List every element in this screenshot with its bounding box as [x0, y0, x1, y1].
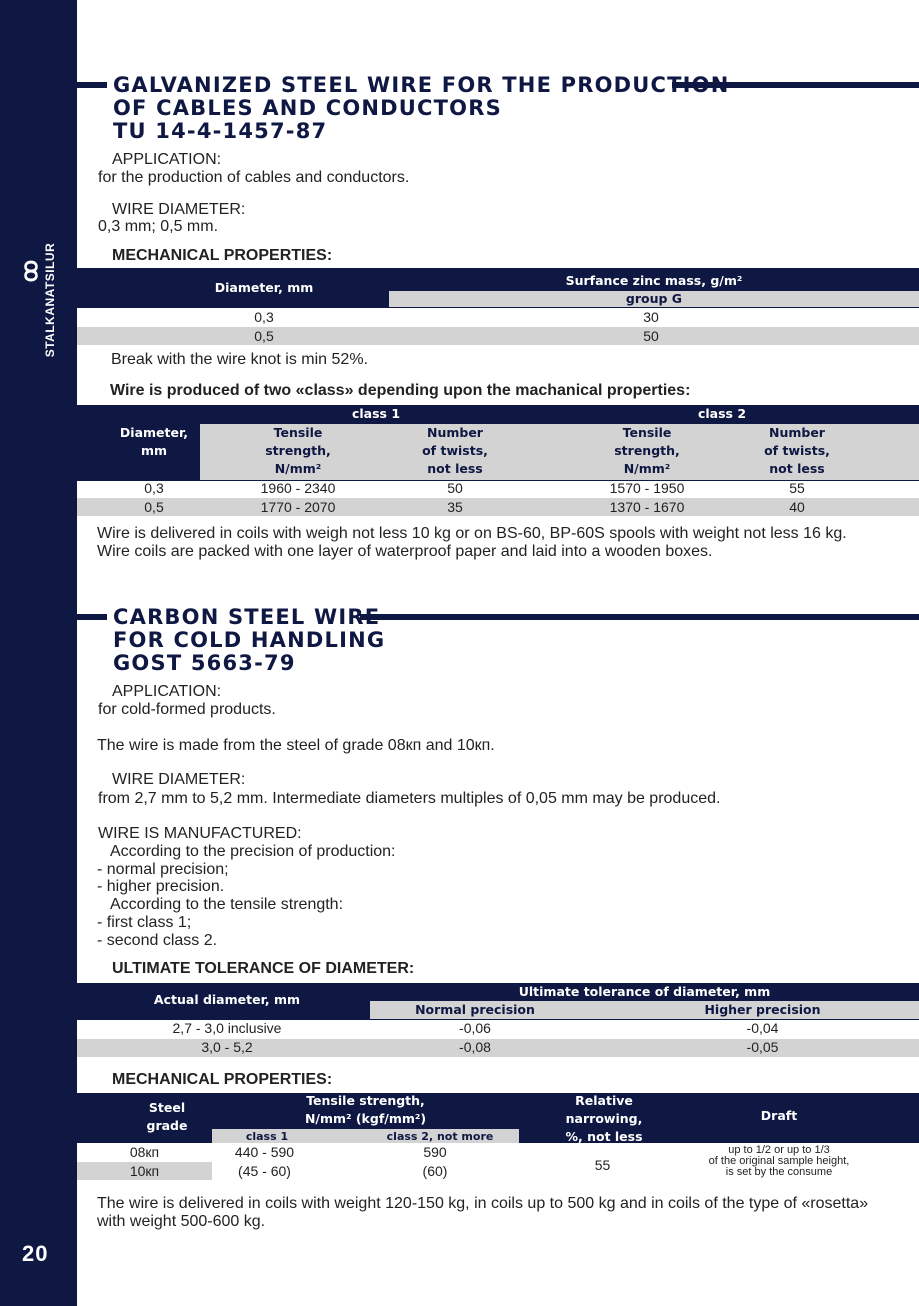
heading-bar-left [77, 82, 107, 88]
header-line: not less [427, 461, 483, 476]
section2-title [113, 606, 385, 675]
section1-title-line: TU 14-4-1457-87 [113, 119, 328, 143]
table-cell: 0,3 [144, 480, 164, 496]
table-cell: 0,5 [144, 499, 164, 515]
delivery-text: Wire is delivered in coils with weigh not less 10 kg or on BS-60, BP-60S spools with weight not less 16 kg. [97, 525, 847, 542]
table-cell: 1960 - 2340 [260, 480, 336, 496]
header-line: N/mm² [274, 461, 322, 476]
application-label: APPLICATION: [112, 151, 222, 168]
page-number: 20 [22, 1241, 49, 1266]
brand-name: STALKANATSILUR [43, 242, 57, 358]
header-line: Tensile strength, [306, 1093, 425, 1108]
table1-col-zinc: Surfance zinc mass, g/m² [565, 273, 743, 288]
table-cell: (45 - 60) [238, 1163, 291, 1179]
header-line: Tensile [622, 425, 672, 440]
application-text: for the production of cables and conductors. [98, 169, 410, 186]
table1-group-g: group G [625, 291, 683, 306]
table-cell: 40 [789, 499, 805, 515]
table-cell: 10кп [129, 1163, 160, 1179]
class-label: Wire is produced of two «class» depending upon the machanical properties: [110, 382, 691, 399]
delivery-text: Wire coils are packed with one layer of waterproof paper and laid into a wooden boxes. [97, 543, 713, 560]
table2-class1: class 1 [351, 406, 401, 421]
section2-title-line: FOR COLD HANDLING [113, 628, 386, 652]
table2-col-twists1 [380, 424, 530, 478]
table-cell: 440 - 590 [234, 1144, 295, 1160]
brand-logo-icon: ꝏ [17, 259, 43, 283]
section1-title [113, 74, 730, 143]
table-cell: 2,7 - 3,0 inclusive [172, 1020, 282, 1036]
diameter-text: from 2,7 mm to 5,2 mm. Intermediate diameters multiples of 0,05 mm may be produced. [98, 790, 721, 807]
header-line: Diameter, [119, 425, 189, 440]
table4-class1: class 1 [245, 1130, 289, 1143]
diameter-label: WIRE DIAMETER: [112, 771, 246, 788]
table3-normal: Normal precision [415, 1002, 535, 1017]
table4-class2: class 2, not more [386, 1130, 494, 1143]
header-line: N/mm² [623, 461, 671, 476]
section2-title-line: GOST 5663-79 [113, 651, 296, 675]
delivery-text: The wire is delivered in coils with weight 120-150 kg, in coils up to 500 kg and in coils of the type of «rosetta» [97, 1195, 869, 1212]
diameter-label: WIRE DIAMETER: [112, 201, 246, 218]
table-cell: -0,08 [459, 1039, 491, 1055]
table-cell: 35 [447, 499, 463, 515]
draft-line: of the original sample height, [708, 1155, 850, 1167]
table-cell: 30 [643, 309, 659, 325]
mech-properties-label: MECHANICAL PROPERTIES: [112, 247, 333, 264]
header-line: strength, [265, 443, 331, 458]
manufactured-label: WIRE IS MANUFACTURED: [98, 825, 302, 842]
table4-col-draft: Draft [760, 1108, 798, 1123]
table-cell: 3,0 - 5,2 [201, 1039, 253, 1055]
sidebar [0, 0, 77, 1306]
table2-col-twists2 [722, 424, 872, 478]
table2-class2: class 2 [697, 406, 747, 421]
delivery-text: with weight 500-600 kg. [97, 1213, 266, 1230]
break-text: Break with the wire knot is min 52%. [111, 351, 368, 368]
table2-col-tensile2 [552, 424, 742, 478]
header-line: Number [769, 425, 825, 440]
table-cell: -0,05 [746, 1039, 779, 1055]
mech-properties-label: MECHANICAL PROPERTIES: [112, 1071, 333, 1088]
header-line: %, not less [565, 1129, 643, 1144]
table-cell: 0,5 [254, 328, 274, 344]
table-cell: (60) [422, 1163, 448, 1179]
table-cell: 0,3 [254, 309, 274, 325]
table-cell: 08кп [129, 1144, 160, 1160]
table3-higher: Higher precision [704, 1002, 821, 1017]
table-cell: 590 [423, 1144, 447, 1160]
header-line: mm [140, 443, 168, 458]
manufactured-line: - second class 2. [97, 932, 218, 949]
heading-bar-left [77, 614, 107, 620]
table1-col-diameter: Diameter, mm [214, 280, 314, 295]
tolerance-label: ULTIMATE TOLERANCE OF DIAMETER: [112, 960, 415, 977]
table-cell: 1370 - 1670 [609, 499, 685, 515]
application-label: APPLICATION: [112, 683, 222, 700]
table-cell: -0,04 [746, 1020, 779, 1036]
header-line: N/mm² (kgf/mm²) [304, 1111, 427, 1126]
header-line: not less [769, 461, 825, 476]
table2-col-tensile1 [200, 424, 396, 478]
header-line: Steel [148, 1100, 186, 1115]
header-line: of twists, [422, 443, 488, 458]
diameter-text: 0,3 mm; 0,5 mm. [98, 218, 219, 235]
header-line: Tensile [273, 425, 323, 440]
header-line: grade [146, 1118, 188, 1133]
table-cell: 55 [594, 1157, 611, 1173]
section1-title-line: GALVANIZED STEEL WIRE FOR THE PRODUCTION [113, 73, 730, 97]
header-line: strength, [614, 443, 680, 458]
header-line: of twists, [764, 443, 830, 458]
table-cell: 50 [643, 328, 659, 344]
manufactured-line: - first class 1; [97, 914, 192, 931]
table4-col-relative [519, 1092, 689, 1146]
table-cell: 50 [447, 480, 463, 496]
table4-draft-text [689, 1145, 869, 1178]
manufactured-line: - higher precision. [97, 878, 225, 895]
manufactured-line: - normal precision; [97, 861, 229, 878]
table-cell: 1570 - 1950 [609, 480, 685, 496]
section1-title-line: OF CABLES AND CONDUCTORS [113, 96, 502, 120]
header-line: Number [427, 425, 483, 440]
table-cell: 1770 - 2070 [260, 499, 336, 515]
header-line: Relative [575, 1093, 633, 1108]
manufactured-line: According to the tensile strength: [110, 896, 344, 913]
table-cell: -0,06 [459, 1020, 491, 1036]
table4-col-tensile [212, 1092, 519, 1128]
header-line: narrowing, [565, 1111, 643, 1126]
application-text: for cold-formed products. [98, 701, 276, 718]
heading-bar-right [360, 614, 919, 620]
section2-title-line: CARBON STEEL WIRE [113, 605, 381, 629]
table3-col-actual: Actual diameter, mm [153, 992, 301, 1007]
manufactured-line: According to the precision of production: [110, 843, 396, 860]
table3-col-tolerance: Ultimate tolerance of diameter, mm [518, 984, 771, 999]
draft-line: is set by the consume [725, 1166, 833, 1178]
grade-text: The wire is made from the steel of grade 08кп and 10кп. [97, 737, 495, 754]
draft-line: up to 1/2 or up to 1/3 [728, 1144, 830, 1156]
table-cell: 55 [789, 480, 805, 496]
